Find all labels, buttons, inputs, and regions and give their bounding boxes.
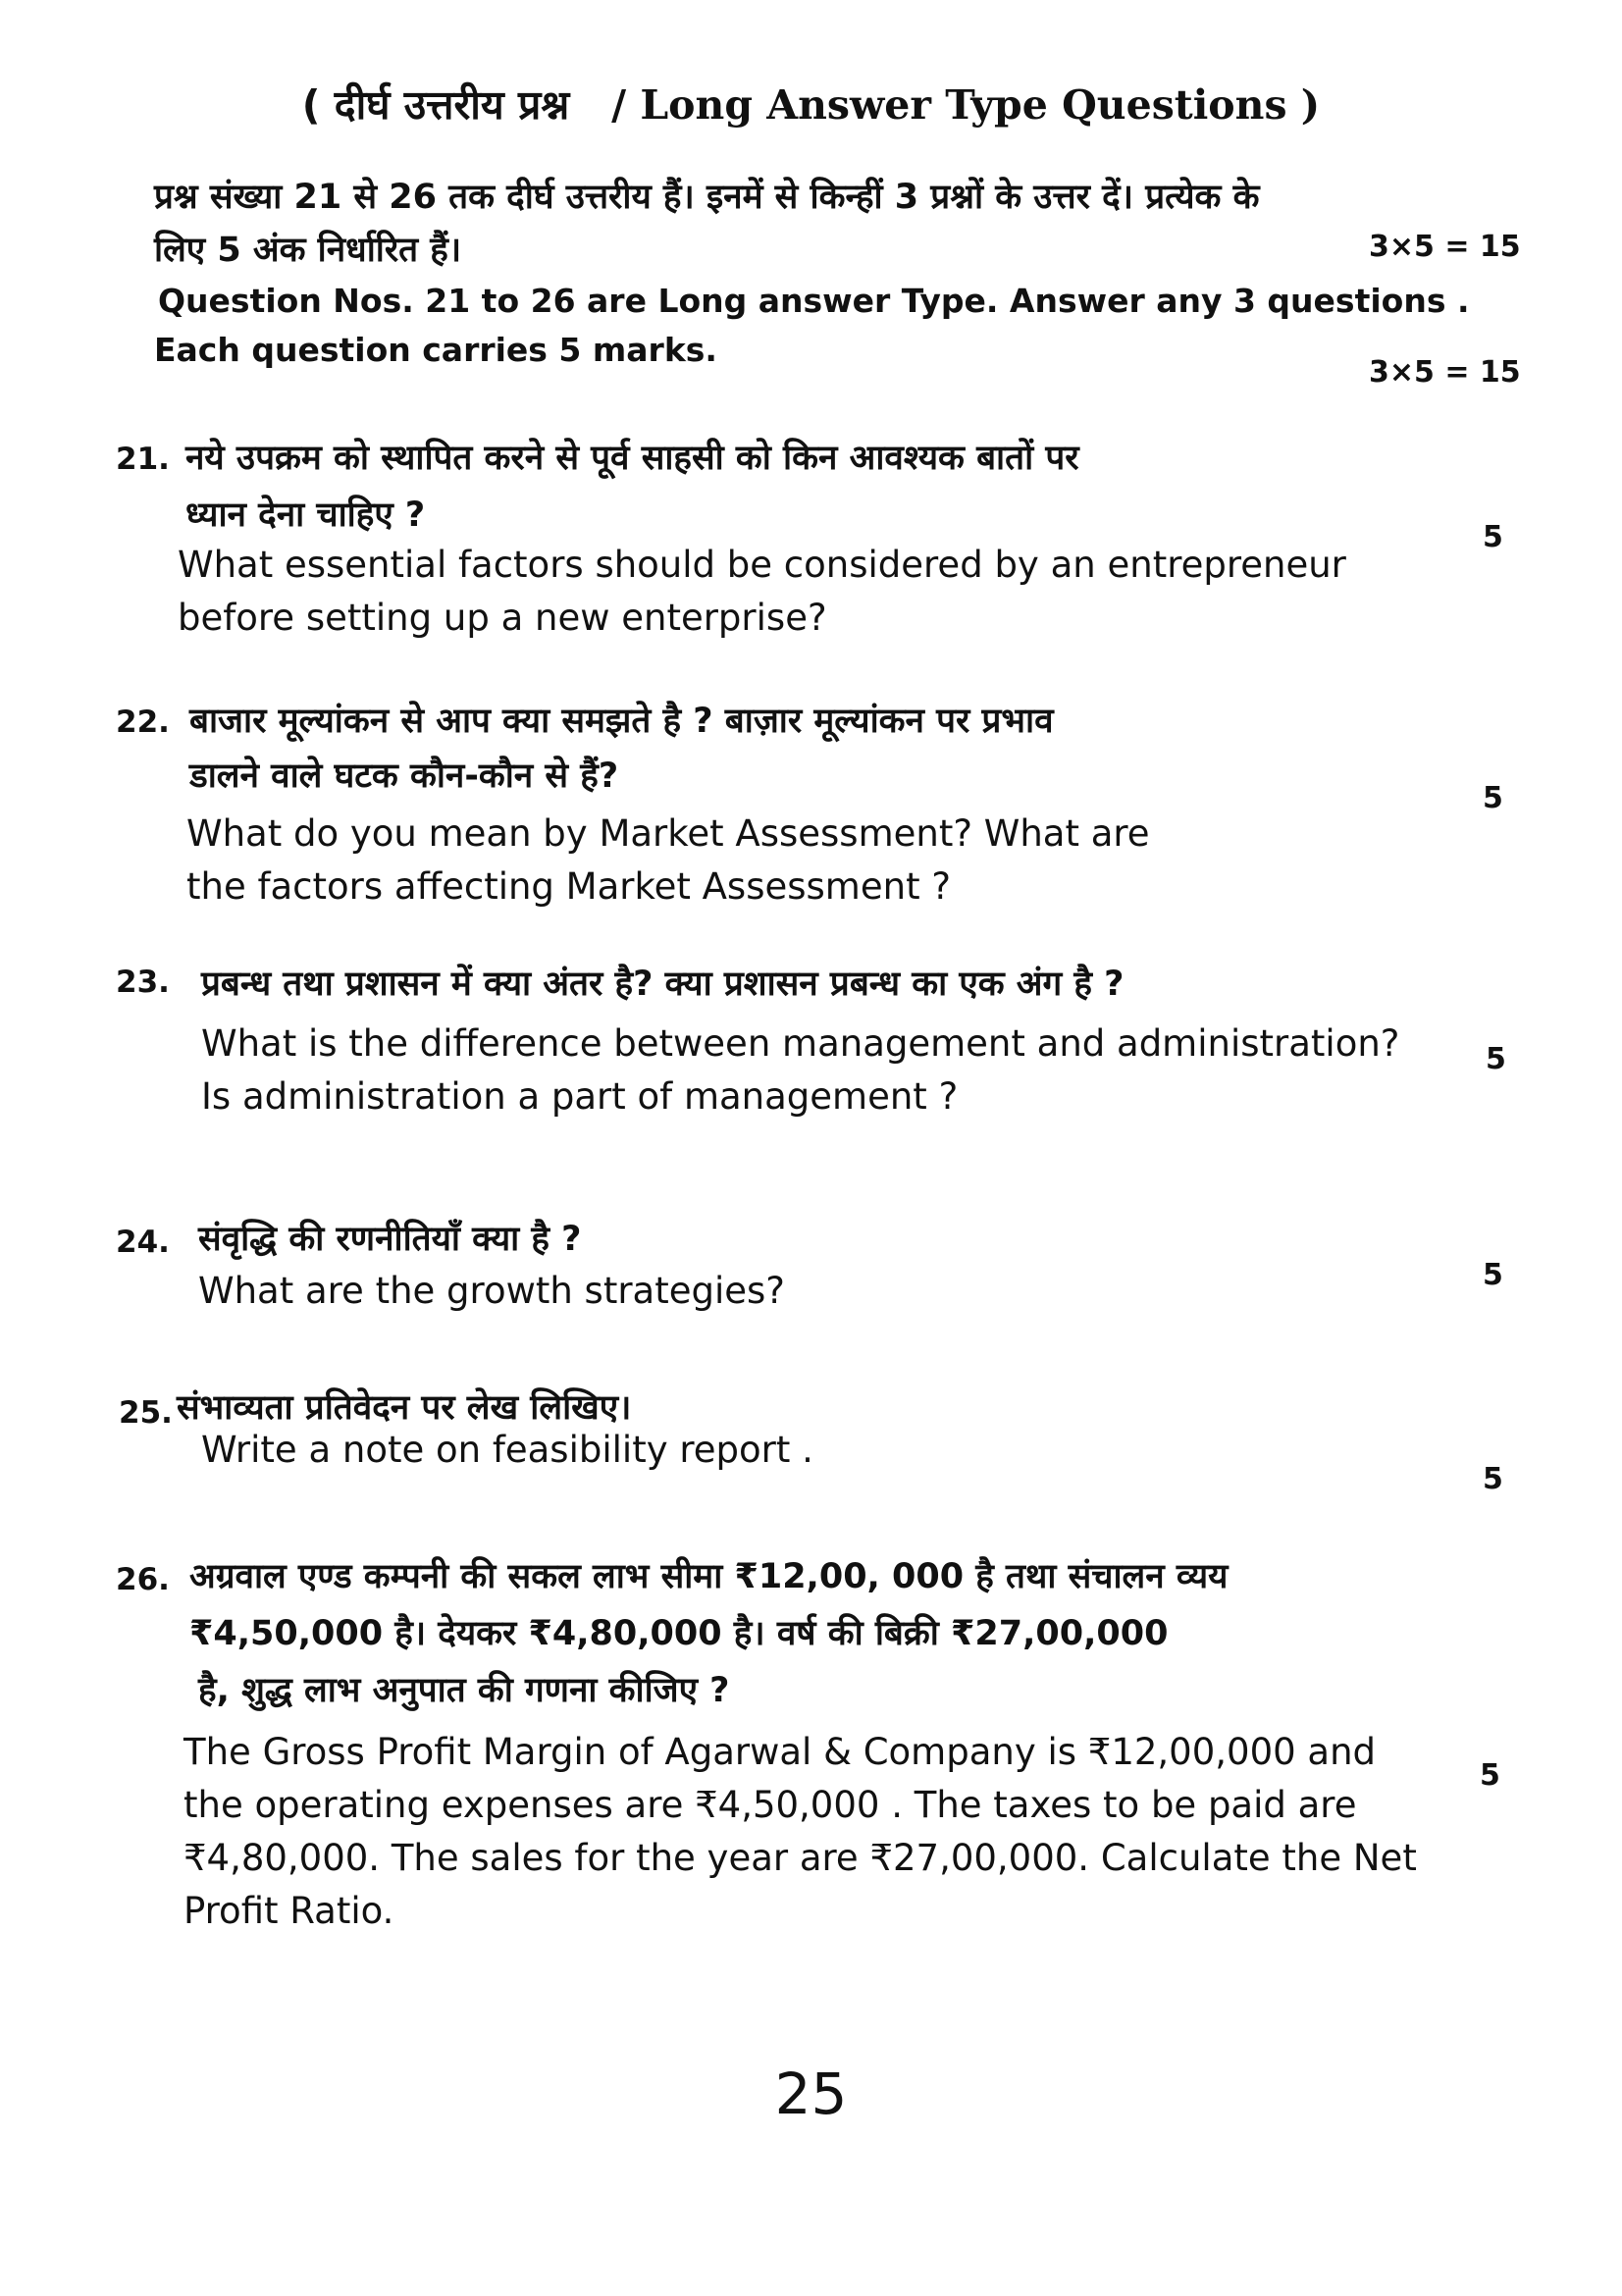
question-english-line: What do you mean by Market Assessment? What are [186,812,1150,855]
question-marks: 5 [1483,781,1503,815]
question-hindi-line: बाजार मूल्यांकन से आप क्या समझते है ? बाज़ार मूल्यांकन पर प्रभाव [189,702,1054,741]
question-english-line: Profit Ratio. [183,1890,394,1932]
question-english-line: The Gross Profit Margin of Agarwal & Company is ₹12,00,000 and [183,1731,1377,1773]
instructions-hindi-line2: लिए 5 अंक निर्धारित हैं। [154,231,462,270]
instructions-hindi-line1: प्रश्न संख्या 21 से 26 तक दीर्घ उत्तरीय हैं। इनमें से किन्हीं 3 प्रश्नों के उत्तर दें। प्रत्येक के [154,178,1260,217]
question-hindi-line: ध्यान देना चाहिए ? [185,496,426,535]
question-number: 25. [119,1395,173,1431]
instructions-english-line1: Question Nos. 21 to 26 are Long answer Type. Answer any 3 questions . [158,282,1470,320]
section-title-hindi: ( दीर्घ उत्तरीय प्रश्न [301,81,570,129]
section-title [0,77,1622,131]
question-hindi-line: संवृद्धि की रणनीतियाँ क्या है ? [198,1220,582,1259]
instructions-english-line2: Each question carries 5 marks. [154,331,717,369]
question-number: 23. [116,965,170,1000]
question-number: 26. [116,1562,170,1597]
question-hindi-line: डालने वाले घटक कौन-कौन से हैं? [189,757,619,796]
question-number: 22. [116,704,170,740]
question-number: 24. [116,1225,170,1260]
question-english-line: What is the difference between management and administration? [201,1022,1400,1065]
question-english-line: What essential factors should be considered by an entrepreneur [178,544,1346,586]
question-english-line: the operating expenses are ₹4,50,000 . The taxes to be paid are [183,1784,1357,1826]
question-english-line: before setting up a new enterprise? [178,597,827,639]
question-hindi-line: है, शुद्ध लाभ अनुपात की गणना कीजिए ? [198,1671,730,1710]
question-hindi-line: नये उपक्रम को स्थापित करने से पूर्व साहसी को किन आवश्यक बातों पर [185,439,1079,478]
section-title-english: / Long Answer Type Questions ) [611,81,1321,129]
question-hindi-line: संभाव्यता प्रतिवेदन पर लेख लिखिए। [177,1388,632,1428]
question-hindi-line: ₹4,50,000 है। देयकर ₹4,80,000 है। वर्ष की बिक्री ₹27,00,000 [189,1614,1169,1653]
page-number: 25 [774,2061,848,2127]
question-number: 21. [116,442,170,477]
question-marks: 5 [1486,1042,1506,1076]
question-english-line: the factors affecting Market Assessment ? [186,865,951,908]
question-english-line: What are the growth strategies? [198,1270,785,1312]
question-marks: 5 [1483,1462,1503,1496]
question-english-line: ₹4,80,000. The sales for the year are ₹27,00,000. Calculate the Net [183,1837,1417,1879]
instructions-english-marks: 3×5 = 15 [1369,355,1521,390]
question-marks: 5 [1483,520,1503,554]
question-hindi-line: अग्रवाल एण्ड कम्पनी की सकल लाभ सीमा ₹12,00, 000 है तथा संचालन व्यय [189,1557,1229,1596]
question-marks: 5 [1483,1258,1503,1292]
question-english-line: Is administration a part of management ? [201,1075,959,1118]
question-english-line: Write a note on feasibility report . [201,1429,813,1471]
question-hindi-line: प्रबन्ध तथा प्रशासन में क्या अंतर है? क्या प्रशासन प्रबन्ध का एक अंग है ? [201,965,1125,1004]
question-marks: 5 [1480,1758,1500,1793]
instructions-hindi-marks: 3×5 = 15 [1369,230,1521,264]
